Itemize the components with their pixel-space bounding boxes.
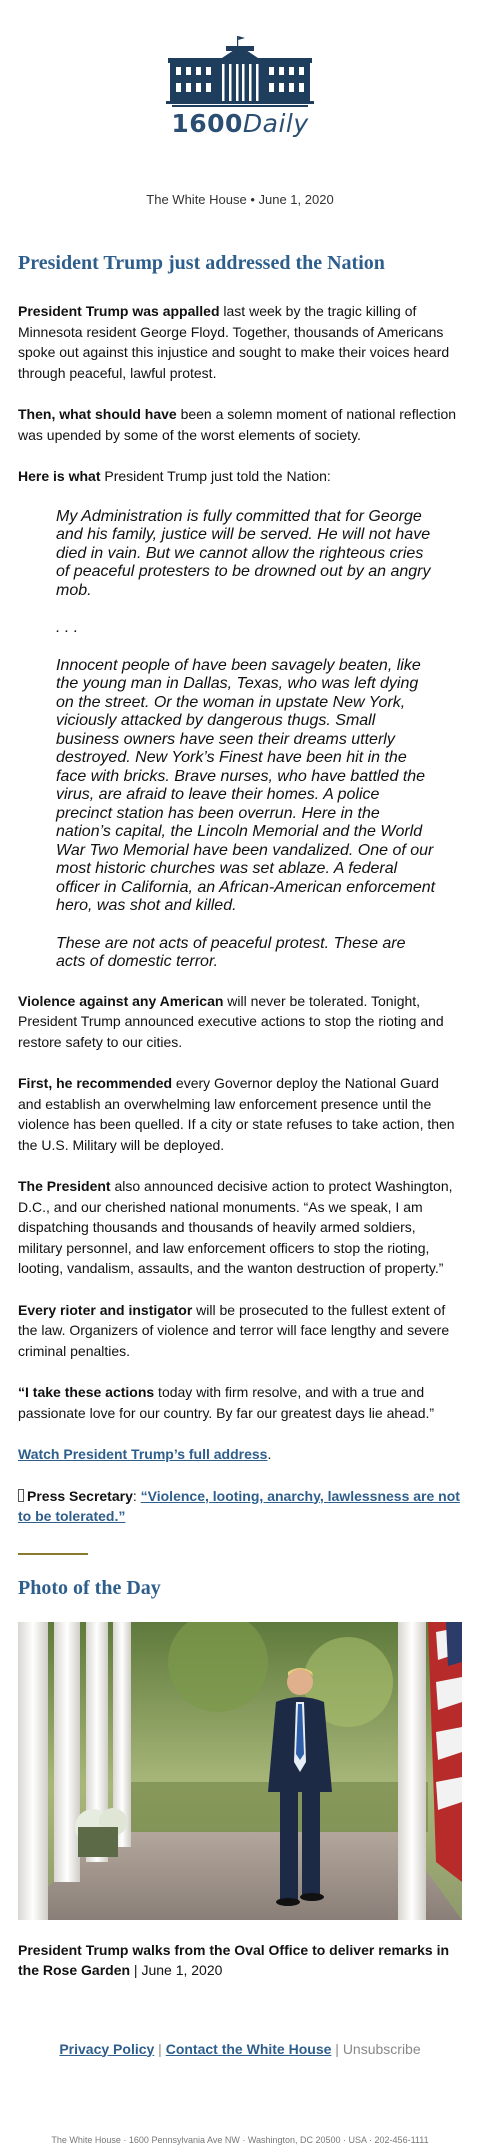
white-house-icon — [166, 34, 314, 108]
header-logo — [0, 0, 480, 142]
privacy-policy-link[interactable]: Privacy Policy — [59, 2040, 155, 2057]
logo-number: 1600 — [171, 109, 243, 138]
paragraph-6-lead: The President — [18, 1178, 111, 1194]
paragraph-4 — [18, 991, 462, 1053]
paragraph-1 — [18, 301, 462, 383]
photo-of-the-day — [18, 1622, 462, 1920]
quote-paragraph-2: Innocent people of have been savagely beaten, like the young man in Dallas, Texas, who was left dying on the street. Or the woman in upstate New York, viciously attacked by dangerous thugs. Small business owners have seen their dreams utterly destroyed. New York’s Finest have been hit in the face with bricks. Brave nurses, who have battled the virus, are afraid to leave their homes. A police precinct station has been overrun. Here in the nation’s capital, the Lincoln Memorial and the World War Two Memorial have been vandalized. One of our most historic churches was set ablaze. A federal officer in California, an African-American enforcement hero, was shot and killed. — [56, 656, 436, 914]
colonnade-photo-image — [18, 1622, 462, 1920]
paragraph-8-text: today with firm resolve, and with a true and passionate love for our country. By far our greatest days lie ahead.” — [18, 1384, 435, 1421]
press-colon: : — [132, 1487, 141, 1504]
photo-caption-title: President Trump walks from the Oval Office to deliver remarks in the Rose Garden — [18, 1941, 450, 1978]
paragraph-4-text: will never be tolerated. Tonight, President Trump announced executive actions to stop the rioting and restore safety to our cities. — [18, 992, 444, 1050]
paragraph-1-text: last week by the tragic killing of Minnesota resident George Floyd. Together, thousands of Americans spoke out against this injustice and sought to make their voices heard through peaceful, lawful protest. — [18, 303, 450, 381]
paragraph-8 — [18, 1382, 462, 1423]
logo-wordmark — [0, 109, 480, 138]
quote-paragraph-3: These are not acts of peaceful protest. These are acts of domestic terror. — [56, 934, 406, 970]
paragraph-3 — [18, 466, 462, 487]
footer-separator: | — [331, 2040, 343, 2057]
contact-white-house-link[interactable]: Contact the White House — [165, 2040, 332, 2057]
article-body — [0, 252, 480, 2145]
footer-address: The White House · 1600 Pennsylvania Ave NW · Washington, DC 20500 · USA · 202-456-1111 — [51, 2134, 429, 2145]
press-paragraph — [18, 1486, 462, 1527]
speech-quote — [56, 508, 438, 972]
photo-caption-date: | June 1, 2020 — [130, 1962, 223, 1978]
paragraph-2-text: been a solemn moment of national reflection was upended by some of the worst elements of society. — [18, 406, 457, 443]
paragraph-5-text: every Governor deploy the National Guard and establish an overwhelming law enforcement presence until the violence has been quelled. If a city or state refuses to take action, then the U.S. Military will be deployed. — [18, 1075, 455, 1153]
paragraph-5-lead: First, he recommended — [18, 1075, 173, 1091]
watch-paragraph — [18, 1444, 462, 1465]
quote-ellipsis: . . . — [56, 619, 79, 636]
paragraph-2 — [18, 404, 462, 445]
watch-address-link[interactable]: Watch President Trump’s full address — [18, 1446, 268, 1462]
paragraph-6 — [18, 1176, 462, 1279]
paragraph-7-lead: Every rioter and instigator — [18, 1301, 193, 1318]
unsubscribe-link[interactable]: Unsubscribe — [342, 2040, 421, 2057]
watch-period: . — [267, 1446, 272, 1462]
footer-separator: | — [154, 2040, 166, 2057]
paragraph-4-lead: Violence against any American — [18, 992, 224, 1009]
press-secretary-label: Press Secretary — [27, 1487, 133, 1504]
paragraph-3-text: President Trump just told the Nation: — [100, 468, 331, 484]
paragraph-7 — [18, 1300, 462, 1362]
photo-section-heading: Photo of the Day — [18, 1576, 161, 1599]
section-divider — [18, 1553, 88, 1555]
paragraph-1-lead: President Trump was appalled — [18, 303, 220, 319]
photo-caption — [18, 1940, 462, 1981]
bullet-icon — [18, 1489, 24, 1502]
dateline: The White House • June 1, 2020 — [146, 192, 334, 207]
paragraph-2-lead: Then, what should have — [18, 406, 177, 422]
press-statement-link[interactable]: “Violence, looting, anarchy, lawlessness are not to be tolerated.” — [18, 1487, 460, 1524]
paragraph-7-text: will be prosecuted to the fullest extent of the law. Organizers of violence and terror will face lengthy and severe criminal penalties. — [18, 1301, 450, 1359]
article-title: President Trump just addressed the Nation — [18, 252, 385, 274]
paragraph-8-lead: “I take these actions — [18, 1384, 155, 1400]
paragraph-5 — [18, 1073, 462, 1155]
paragraph-6-text: also announced decisive action to protect Washington, D.C., and our cherished national monuments. “As we speak, I am dispatching thousands and thousands of heavily armed soldiers, military personnel, and law enforcement officers to stop the rioting, looting, vandalism, assaults, and the wanton destruction of property.” — [18, 1178, 453, 1276]
paragraph-3-lead: Here is what — [18, 468, 101, 484]
footer-links — [18, 2041, 462, 2057]
quote-paragraph-1: My Administration is fully committed that for George and his family, justice will be served. He will not have died in vain. But we cannot allow the righteous cries of peaceful protesters to be drowned out by an angry mob. — [56, 507, 431, 599]
logo-word: Daily — [242, 109, 309, 138]
